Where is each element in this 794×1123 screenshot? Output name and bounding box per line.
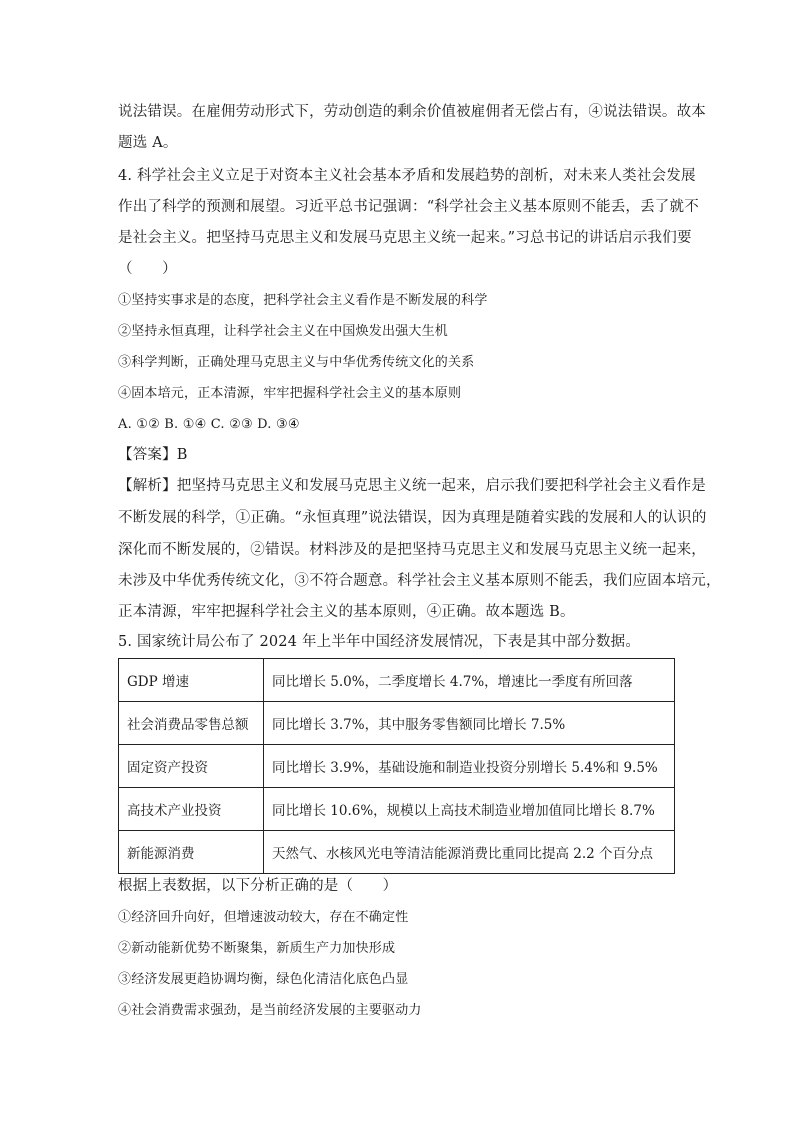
option-2: ②新动能新优势不断聚集，新质生产力加快形成 [118,941,396,956]
text-line: 说法错误。在雇佣劳动形式下，劳动创造的剩余价值被雇佣者无偿占有，④说法错误。故本 [118,104,706,120]
question-prompt: 根据上表数据，以下分析正确的是（ ） [118,878,398,894]
analysis-line: 未涉及中华优秀传统文化，③不符合题意。科学社会主义基本原则不能丢，我们应固本培元， [118,573,721,589]
text-line: 作出了科学的预测和展望。习近平总书记强调：“科学社会主义基本原则不能丢，丢了就不 [118,199,699,215]
table-row [119,659,675,702]
table-row [119,702,675,745]
table-cell-value: 同比增长 3.7%，其中服务零售额同比增长 7.5% [264,702,675,745]
option-3: ③经济发展更趋协调均衡，绿色化清洁化底色凸显 [118,972,409,987]
table-cell-value: 同比增长 3.9%，基础设施和制造业投资分别增长 5.4%和 9.5% [264,745,675,788]
text-line: 是社会主义。把坚持马克思主义和发展马克思主义统一起来。”习总书记的讲话启示我们要 [118,230,692,246]
option-1: ①坚持实事求是的态度，把科学社会主义看作是不断发展的科学 [118,293,488,308]
option-1: ①经济回升向好，但增速波动较大，存在不确定性 [118,910,409,925]
table-row [119,788,675,831]
table-row [119,745,675,788]
table-cell-value: 天然气、水核风光电等清洁能源消费比重同比提高 2.2 个百分点 [264,831,675,874]
table-cell-key: GDP 增速 [119,659,264,702]
table-cell-value: 同比增长 10.6%，规模以上高技术制造业增加值同比增长 8.7% [264,788,675,831]
table-cell-key: 新能源消费 [119,831,264,874]
question-4-text: 4. 科学社会主义立足于对资本主义社会基本矛盾和发展趋势的剖析，对未来人类社会发展 [118,168,696,184]
table-cell-key: 固定资产投资 [119,745,264,788]
analysis-line: 【解析】把坚持马克思主义和发展马克思主义统一起来，启示我们要把科学社会主义看作是 [118,478,706,494]
option-4: ④社会消费需求强劲，是当前经济发展的主要驱动力 [118,1003,422,1018]
table-row [119,831,675,874]
option-3: ③科学判断，正确处理马克思主义与中华优秀传统文化的关系 [118,355,475,370]
economic-data-table [118,658,675,874]
question-5-text: 5. 国家统计局公布了 2024 年上半年中国经济发展情况，下表是其中部分数据。 [118,634,641,650]
analysis-line: 正本清源，牢牢把握科学社会主义的基本原则，④正确。故本题选 B。 [118,604,575,620]
table-cell-value: 同比增长 5.0%，二季度增长 4.7%，增速比一季度有所回落 [264,659,675,702]
option-2: ②坚持永恒真理，让科学社会主义在中国焕发出强大生机 [118,324,449,339]
analysis-line: 不断发展的科学，①正确。“永恒真理”说法错误，因为真理是随着实践的发展和人的认识的 [118,510,707,526]
answer-bracket: （ ） [118,261,177,277]
choices-line: A. ①② B. ①④ C. ②③ D. ③④ [118,417,300,432]
table-cell-key: 社会消费品零售总额 [119,702,264,745]
answer-line: 【答案】B [118,447,188,463]
option-4: ④固本培元，正本清源，牢牢把握科学社会主义的基本原则 [118,386,462,401]
analysis-line: 深化而不断发展的，②错误。材料涉及的是把坚持马克思主义和发展马克思主义统一起来， [118,542,706,558]
text-line: 题选 A。 [118,135,178,151]
table-cell-key: 高技术产业投资 [119,788,264,831]
